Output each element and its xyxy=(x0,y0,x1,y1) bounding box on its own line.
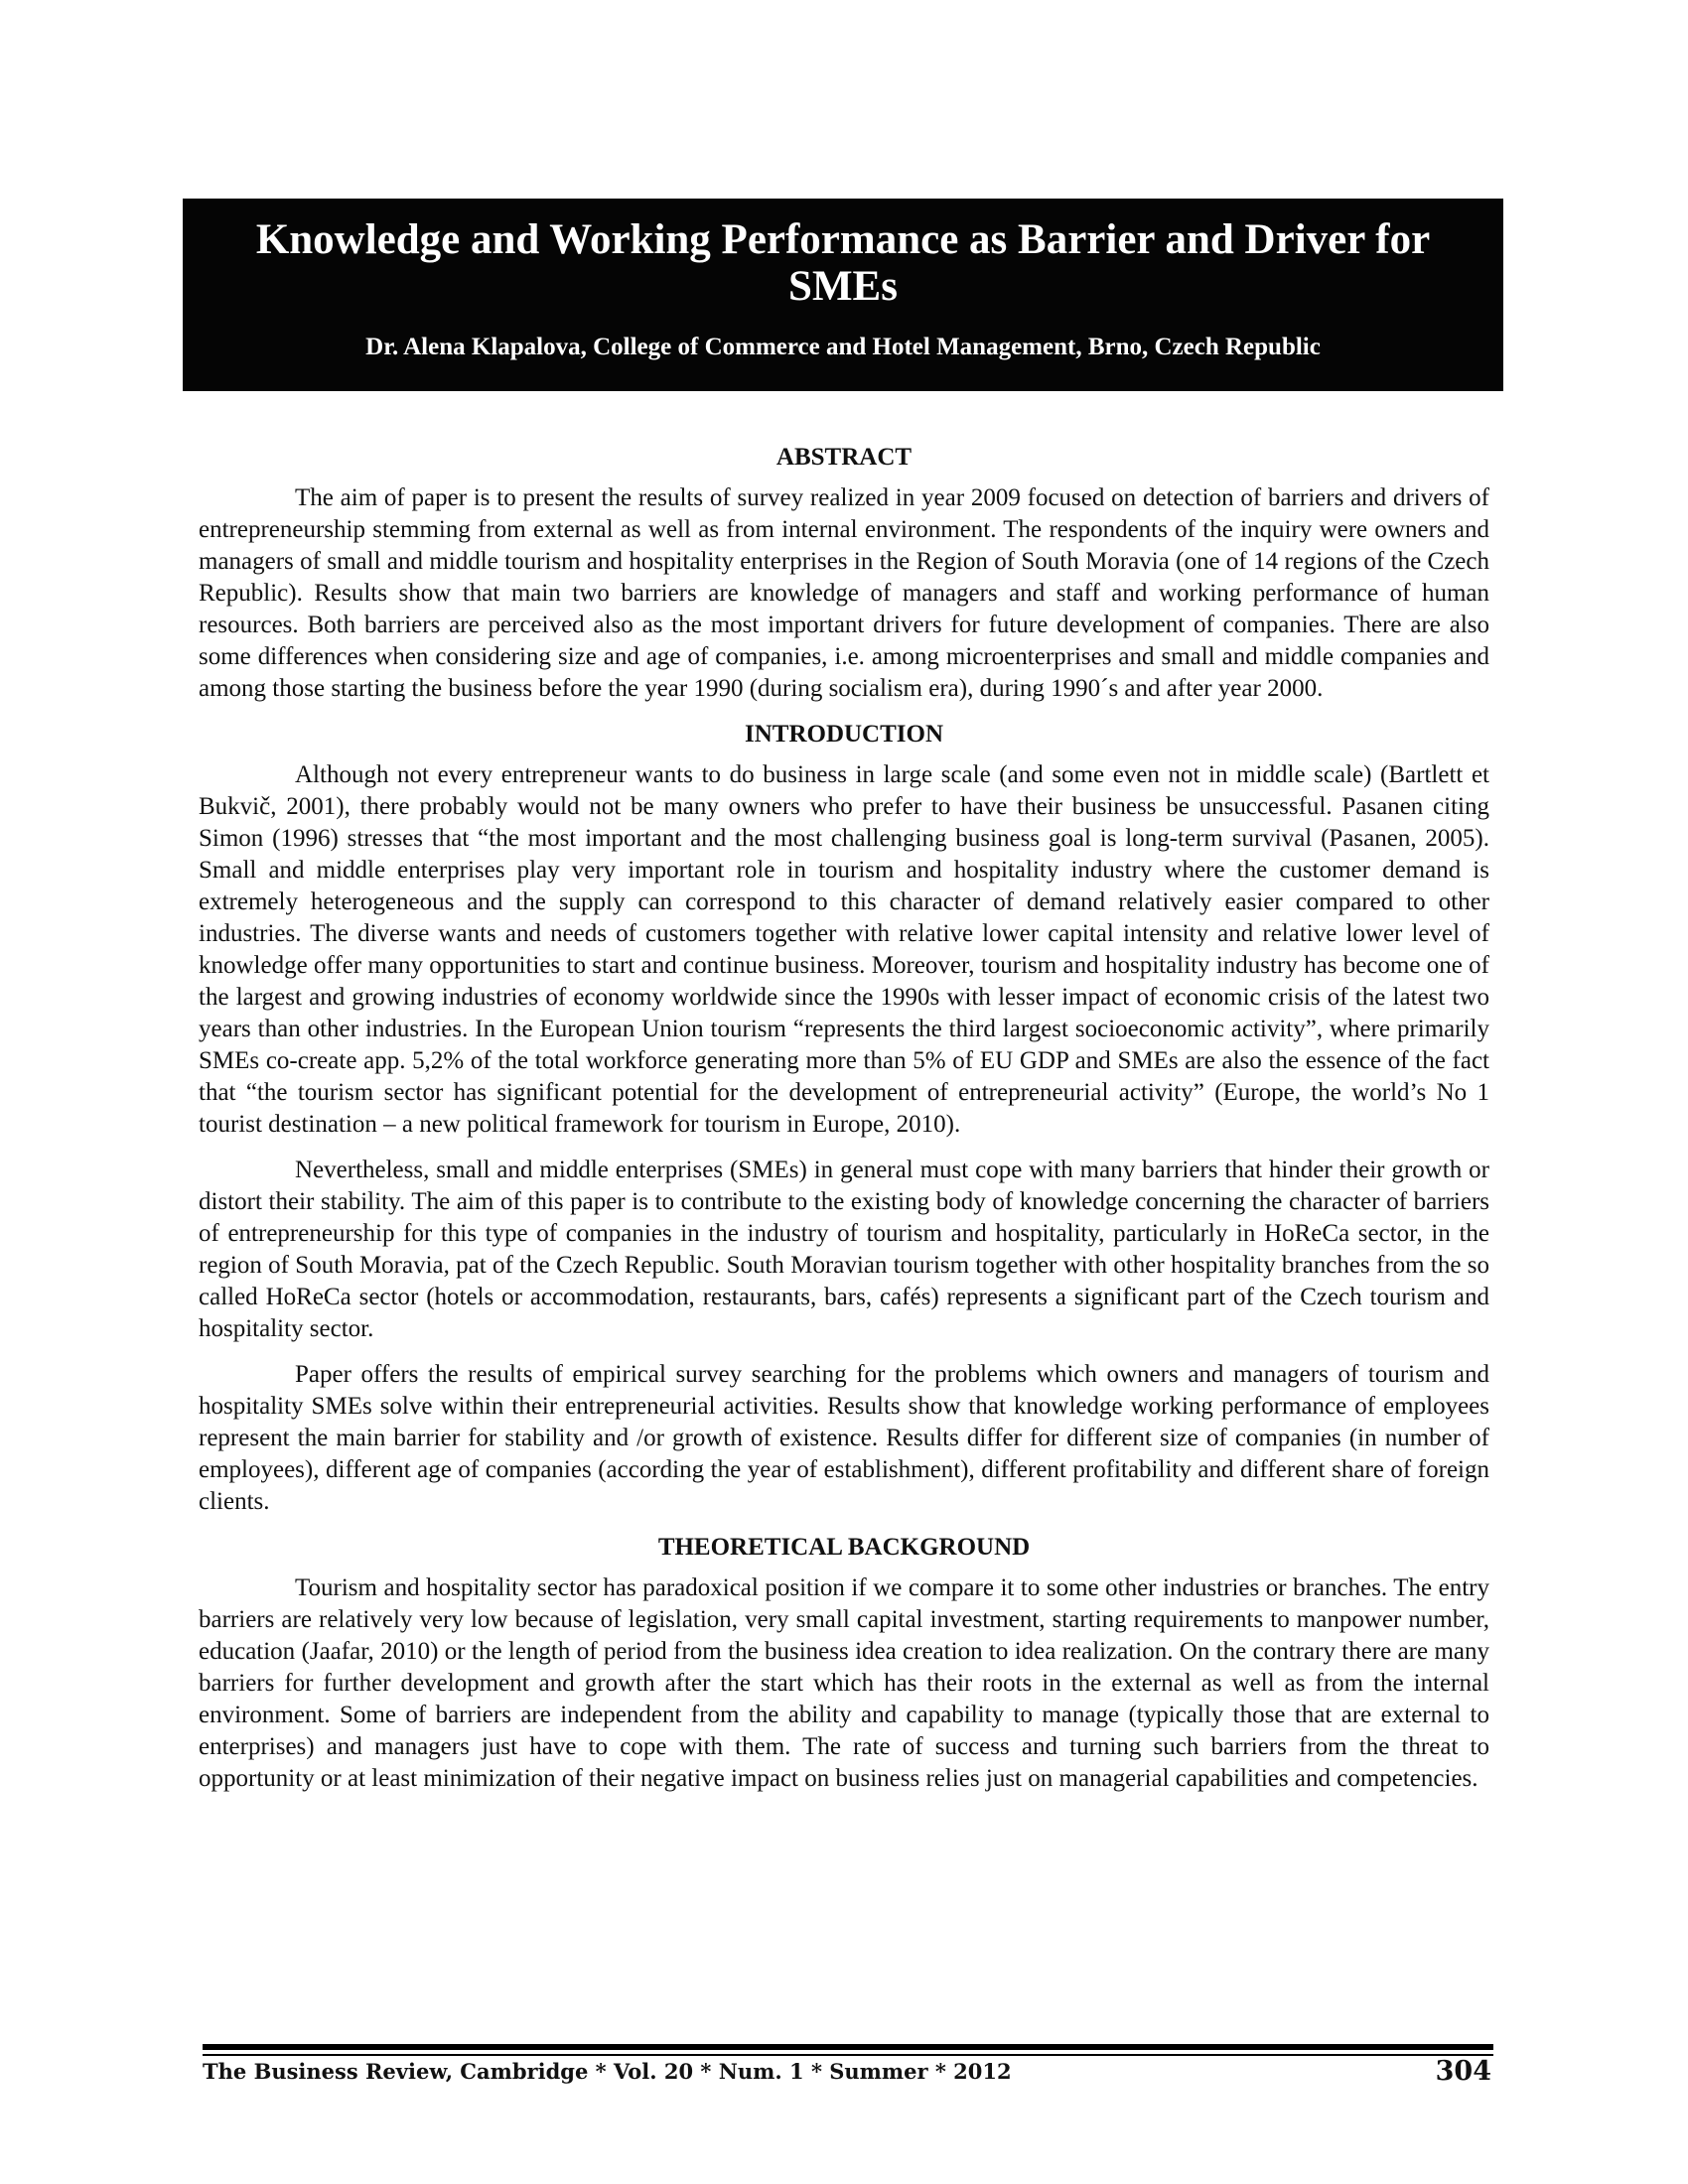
page-number: 304 xyxy=(1435,2056,1491,2087)
footer-rule xyxy=(203,2044,1493,2050)
title-banner xyxy=(183,199,1503,391)
introduction-paragraph-1: Although not every entrepreneur wants to do business in large scale (and some even not in middle scale) (Bartlett et Bukvič, 2001), there probably would not be many owners who prefer to have their business be unsuccessful. Pasanen citing Simon (1996) stresses that “the most important and the most challenging business goal is long-term survival (Pasanen, 2005). Small and middle enterprises play very important role in tourism and hospitality industry where the customer demand is extremely heterogeneous and the supply can correspond to this character of demand relatively easier compared to other industries. The diverse wants and needs of customers together with relative lower capital intensity and relative lower level of knowledge offer many opportunities to start and continue business. Moreover, tourism and hospitality industry has become one of the largest and growing industries of economy worldwide since the 1990s with lesser impact of economic crisis of the latest two years than other industries. In the European Union tourism “represents the third largest socioeconomic activity”, where primarily SMEs co-create app. 5,2% of the total workforce generating more than 5% of EU GDP and SMEs are also the essence of the fact that “the tourism sector has significant potential for the development of entrepreneurial activity” (Europe, the world’s No 1 tourist destination – a new political framework for tourism in Europe, 2010). xyxy=(199,761,1489,1138)
author-affiliation: Dr. Alena Klapalova, College of Commerce and Hotel Management, Brno, Czech Republic xyxy=(365,334,1321,360)
paper-title: Knowledge and Working Performance as Barrier and Driver for SMEs xyxy=(255,216,1431,310)
introduction-heading: INTRODUCTION xyxy=(744,721,944,748)
journal-citation: The Business Review, Cambridge * Vol. 20 * Num. 1 * Summer * 2012 xyxy=(203,2059,1012,2084)
theoretical-background-heading: THEORETICAL BACKGROUND xyxy=(657,1534,1031,1561)
introduction-paragraph-3: Paper offers the results of empirical survey searching for the problems which owners and managers of tourism and hospitality SMEs solve within their entrepreneurial activities. Results show that knowledge working performance of employees represent the main barrier for stability and /or growth of existence. Results differ for different size of companies (in number of employees), different age of companies (according the year of establishment), different profitability and different share of foreign clients. xyxy=(199,1361,1489,1515)
paper-body xyxy=(199,442,1489,1809)
footer-rule-thin xyxy=(203,2054,1493,2056)
theoretical-background-text: Tourism and hospitality sector has paradoxical position if we compare it to some other industries or branches. The entry barriers are relatively very low because of legislation, very small capital investment, starting requirements to manpower number, education (Jaafar, 2010) or the length of period from the business idea creation to idea realization. On the contrary there are many barriers for further development and growth after the start which has their roots in the external as well as from the internal environment. Some of barriers are independent from the ability and capability to manage (typically those that are external to enterprises) and managers just have to cope with them. The rate of success and turning such barriers from the threat to opportunity or at least minimization of their negative impact on business relies just on managerial capabilities and competencies. xyxy=(199,1574,1489,1792)
introduction-paragraph-2: Nevertheless, small and middle enterprises (SMEs) in general must cope with many barriers that hinder their growth or distort their stability. The aim of this paper is to contribute to the existing body of knowledge concerning the character of barriers of entrepreneurship for this type of companies in the industry of tourism and hospitality, particularly in HoReCa sector, in the region of South Moravia, pat of the Czech Republic. South Moravian tourism together with other hospitality branches from the so called HoReCa sector (hotels or accommodation, restaurants, bars, cafés) represents a significant part of the Czech tourism and hospitality sector. xyxy=(199,1157,1489,1342)
abstract-heading: ABSTRACT xyxy=(775,444,913,471)
abstract-text: The aim of paper is to present the results of survey realized in year 2009 focused on detection of barriers and drivers of entrepreneurship stemming from external as well as from internal environment. The respondents of the inquiry were owners and managers of small and middle tourism and hospitality enterprises in the Region of South Moravia (one of 14 regions of the Czech Republic). Results show that main two barriers are knowledge of managers and staff and working performance of human resources. Both barriers are perceived also as the most important drivers for future development of companies. There are also some differences when considering size and age of companies, i.e. among microenterprises and small and middle companies and among those starting the business before the year 1990 (during socialism era), during 1990´s and after year 2000. xyxy=(199,484,1489,702)
